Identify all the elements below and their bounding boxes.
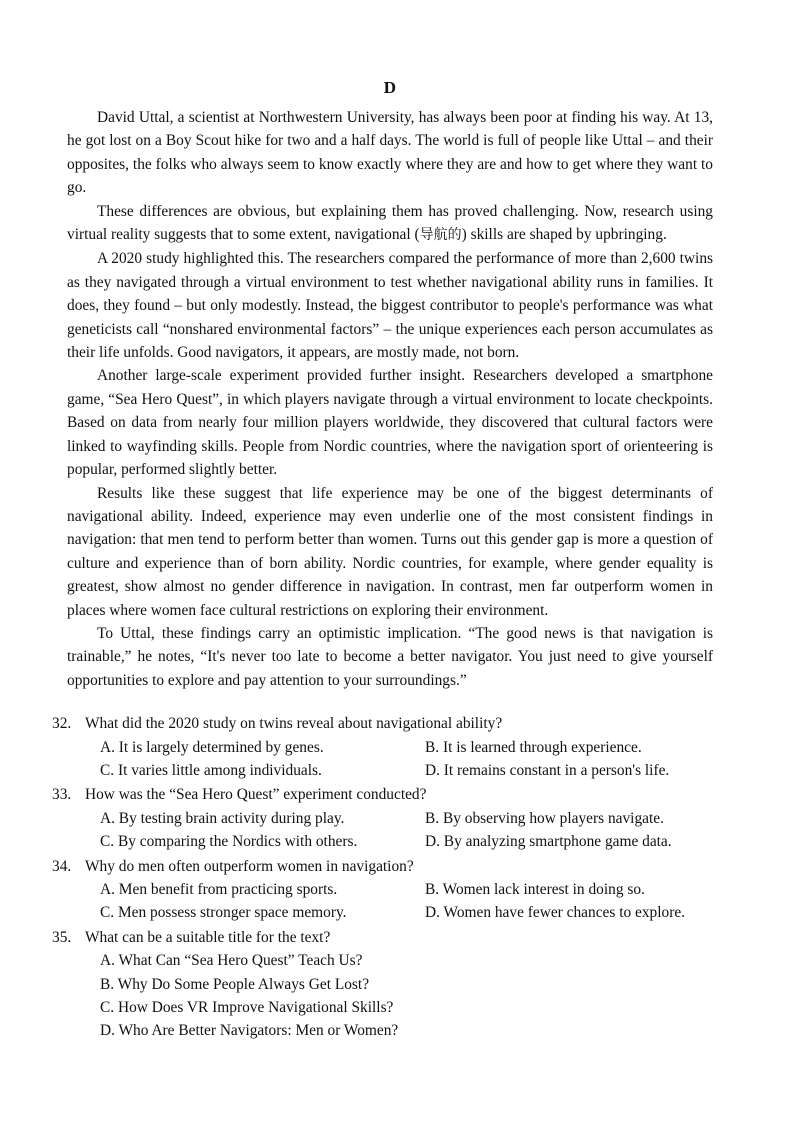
question-option[interactable]: D. Women have fewer chances to explore. (425, 904, 686, 922)
question-stem (52, 855, 713, 878)
question-text: Why do men often outperform women in navigation? (85, 857, 414, 875)
option-row (67, 830, 713, 853)
question-option[interactable]: A. By testing brain activity during play. (100, 809, 345, 827)
question-option[interactable]: D. It remains constant in a person's life. (425, 761, 670, 779)
question-number: 32. (52, 715, 72, 733)
option-row (67, 901, 713, 924)
question-option[interactable]: B. Women lack interest in doing so. (425, 881, 645, 898)
page-content (52, 78, 713, 1044)
option-row (67, 807, 713, 830)
question-block (52, 926, 713, 1043)
question-option[interactable]: D. Who Are Better Navigators: Men or Women? (100, 1022, 399, 1040)
question-block (52, 712, 713, 782)
question-number: 34. (52, 857, 72, 875)
option-row (67, 736, 713, 759)
passage-paragraph: To Uttal, these findings carry an optimistic implication. “The good news is that navigation is trainable,” he notes, “It's never too late to become a better navigator. You just need to give yourself opportunities to explore and pay attention to your surroundings.” (67, 624, 713, 689)
question-stem (52, 712, 713, 735)
question-option[interactable]: C. By comparing the Nordics with others. (100, 833, 358, 851)
question-option[interactable]: A. It is largely determined by genes. (100, 738, 324, 756)
question-option[interactable]: A. What Can “Sea Hero Quest” Teach Us? (100, 952, 363, 970)
question-option[interactable]: B. It is learned through experience. (425, 738, 642, 756)
option-row (67, 759, 713, 782)
question-stem (52, 926, 713, 949)
question-number: 33. (52, 786, 72, 804)
question-option[interactable]: C. Men possess stronger space memory. (100, 904, 347, 922)
passage-paragraph: These differences are obvious, but explaining them has proved challenging. Now, research using virtual reality suggests that to some extent, navigational (导航的) skills are shaped by upbringing. (67, 202, 713, 244)
question-option[interactable]: A. Men benefit from practicing sports. (100, 881, 338, 898)
passage-paragraph: Another large-scale experiment provided further insight. Researchers developed a smartphone game, “Sea Hero Quest”, in which players navigate through a virtual environment to locate checkpoints. Based on data from nearly four million players worldwide, they discovered that cultural factors were linked to wayfinding skills. People from Nordic countries, where the navigation sport of orienteering is popular, performed slightly better. (67, 367, 713, 479)
option-group (67, 949, 713, 1043)
reading-passage (67, 106, 713, 692)
option-row (67, 878, 713, 901)
question-block (52, 783, 713, 853)
section-letter-heading: D (383, 78, 397, 97)
question-stem (52, 783, 713, 806)
question-option[interactable]: B. Why Do Some People Always Get Lost? (100, 975, 370, 993)
question-text: How was the “Sea Hero Quest” experiment conducted? (85, 786, 427, 804)
questions-list (52, 712, 713, 1043)
question-option[interactable]: C. It varies little among individuals. (100, 761, 322, 779)
chinese-gloss: 导航的 (419, 227, 462, 244)
question-block (52, 855, 713, 925)
passage-paragraph: A 2020 study highlighted this. The researchers compared the performance of more than 2,600 twins as they navigated through a virtual environment to test whether navigational ability runs in families. It does, they found – but only modestly. Instead, the biggest contributor to people's performance was what geneticists call “nonshared environmental factors” – the unique experiences each person accumulates as their life unfolds. Good navigators, it appears, are mostly made, not born. (67, 250, 713, 362)
passage-paragraph: David Uttal, a scientist at Northwestern University, has always been poor at finding his way. At 13, he got lost on a Boy Scout hike for two and a half days. The world is full of people like Uttal – and their opposites, the folks who always seem to know exactly where they are and how to get where they want to go. (67, 109, 713, 197)
passage-paragraph: Results like these suggest that life experience may be one of the biggest determinants of navigational ability. Indeed, experience may even underlie one of the most consistent findings in navigation: that men tend to perform better than women. Turns out this gender gap is more a question of culture and experience than of born ability. Nordic countries, for example, where gender equality is greatest, show almost no gender difference in navigation. In contrast, men far outperform women in places where women face cultural restrictions on exploring their environment. (67, 484, 713, 619)
question-option[interactable]: C. How Does VR Improve Navigational Skills? (100, 999, 394, 1017)
question-option[interactable]: D. By analyzing smartphone game data. (425, 833, 672, 851)
question-option[interactable]: B. By observing how players navigate. (425, 809, 664, 827)
question-text: What can be a suitable title for the text? (85, 928, 331, 946)
question-text: What did the 2020 study on twins reveal about navigational ability? (85, 715, 503, 733)
question-number: 35. (52, 928, 72, 946)
